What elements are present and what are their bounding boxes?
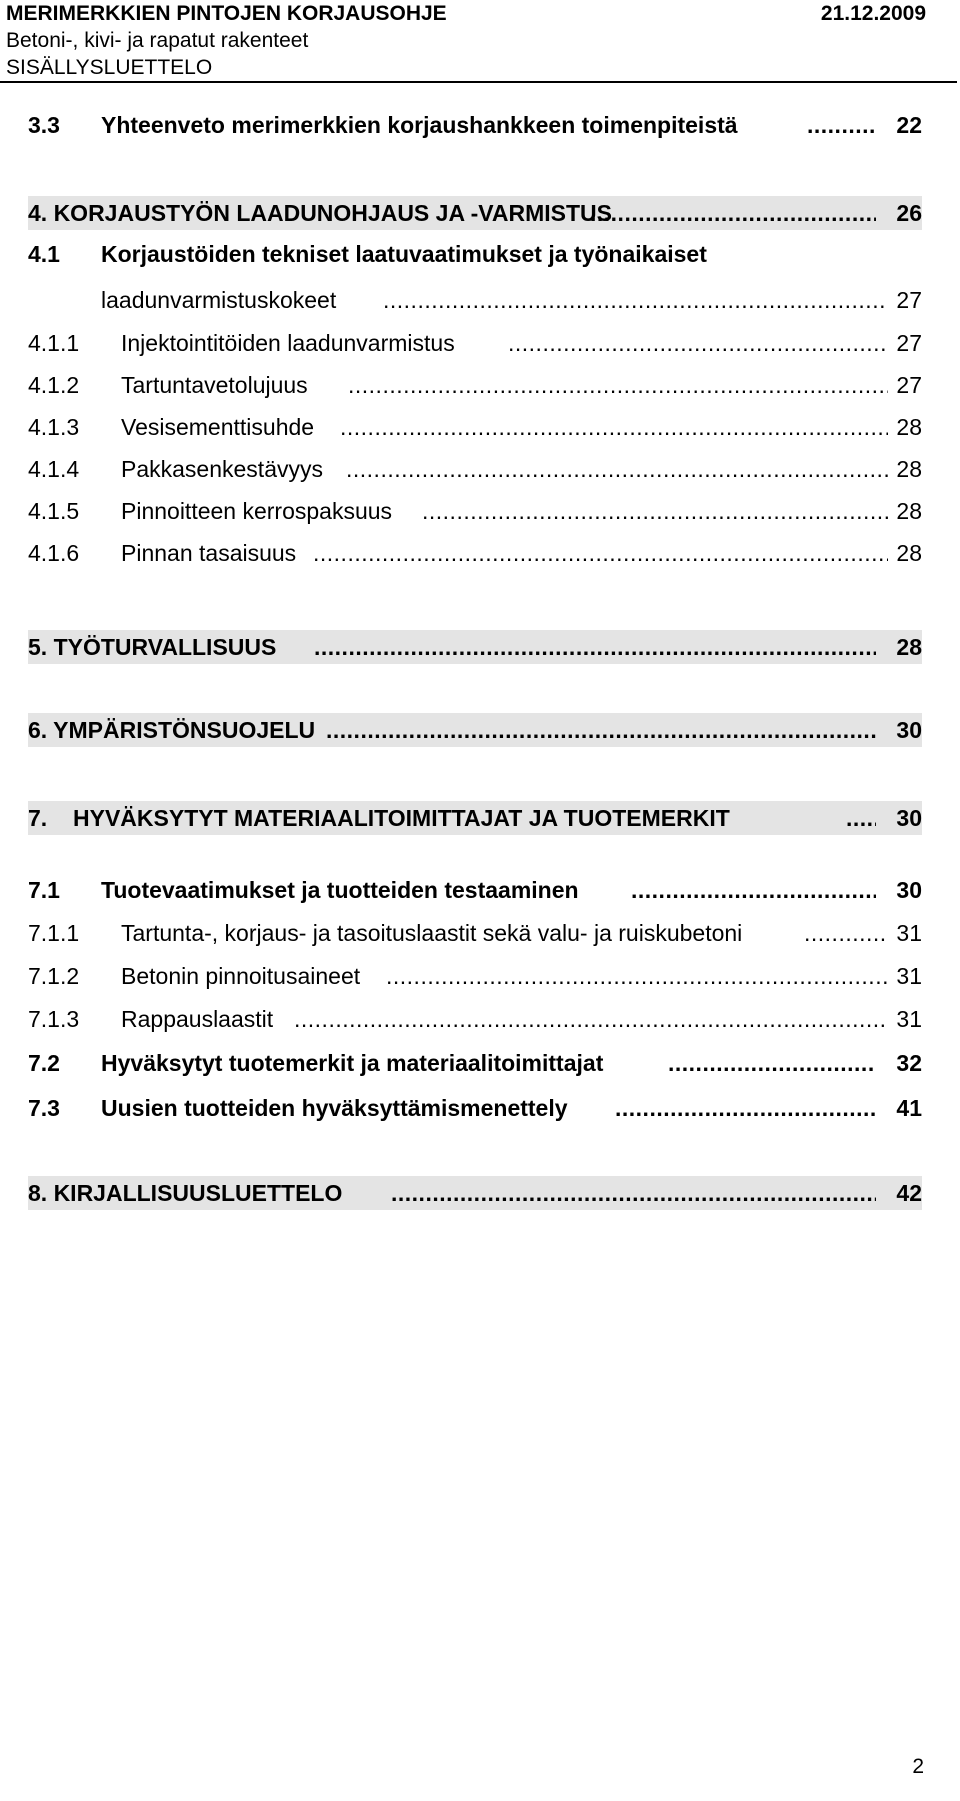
toc-leader xyxy=(391,1176,876,1210)
toc-entry-4-1-6[interactable] xyxy=(28,536,922,570)
toc-title: Pakkasenkestävyys xyxy=(121,456,323,482)
toc-leader xyxy=(422,494,888,528)
toc-number: 4.1.4 xyxy=(28,456,80,482)
toc-page: 31 xyxy=(896,963,922,989)
header-divider xyxy=(0,81,957,83)
toc-title: Betonin pinnoitusaineet xyxy=(121,963,361,989)
toc-entry-7-1-1[interactable] xyxy=(28,916,922,950)
toc-number: 7.1 xyxy=(28,877,60,903)
toc-title: Hyväksytyt tuotemerkit ja materiaalitoimittajat xyxy=(101,1050,604,1076)
toc-title: HYVÄKSYTYT MATERIAALITOIMITTAJAT JA TUOTEMERKIT xyxy=(73,805,730,831)
toc-entry-7[interactable] xyxy=(28,801,922,835)
toc-number: 4.1.5 xyxy=(28,498,80,524)
toc-title: Tartuntavetolujuus xyxy=(121,372,308,398)
toc-number: 8. KIRJALLISUUSLUETTELO xyxy=(28,1180,343,1206)
document-date: 21.12.2009 xyxy=(820,2,926,25)
toc-number: 7.1.2 xyxy=(28,963,80,989)
toc-entry-4-1-3[interactable] xyxy=(28,410,922,444)
toc-entry-6[interactable] xyxy=(28,713,922,747)
toc-title: Pinnoitteen kerrospaksuus xyxy=(121,498,393,524)
toc-title: Rappauslaastit xyxy=(121,1006,274,1032)
toc-page: 28 xyxy=(896,630,922,664)
toc-title: Tuotevaatimukset ja tuotteiden testaaminen xyxy=(101,877,579,903)
toc-title: Uusien tuotteiden hyväksyttämismenettely xyxy=(101,1095,568,1121)
toc-leader xyxy=(326,713,876,747)
toc-page: 28 xyxy=(896,414,922,440)
toc-page: 32 xyxy=(896,1050,922,1076)
toc-title: Korjaustöiden tekniset laatuvaatimukset ja työnaikaiset xyxy=(101,241,707,267)
toc-number: 3.3 xyxy=(28,112,60,138)
toc-entry-7-2[interactable] xyxy=(28,1046,922,1080)
toc-number: 4.1.2 xyxy=(28,372,80,398)
toc-page: 28 xyxy=(896,540,922,566)
toc-entry-4-1-5[interactable] xyxy=(28,494,922,528)
toc-entry-4-1[interactable] xyxy=(28,237,922,271)
toc-entry-4-1-continued[interactable] xyxy=(28,283,922,317)
toc-leader xyxy=(294,1002,888,1036)
toc-entry-4-1-1[interactable] xyxy=(28,326,922,360)
toc-number: 4.1.3 xyxy=(28,414,80,440)
toc-entry-4-1-2[interactable] xyxy=(28,368,922,402)
toc-page: 27 xyxy=(896,372,922,398)
toc-page: 27 xyxy=(896,287,922,313)
page-header xyxy=(6,0,956,81)
toc-leader xyxy=(386,959,888,993)
toc-leader xyxy=(846,801,876,835)
toc-entry-4-1-4[interactable] xyxy=(28,452,922,486)
toc-page: 42 xyxy=(896,1176,922,1210)
toc-leader xyxy=(346,452,888,486)
section-title: SISÄLLYSLUETTELO xyxy=(6,56,213,79)
toc-leader xyxy=(615,1091,876,1125)
toc-leader xyxy=(807,108,876,142)
toc-entry-7-3[interactable] xyxy=(28,1091,922,1125)
toc-title: Injektointitöiden laadunvarmistus xyxy=(121,330,455,356)
toc-entry-7-1-2[interactable] xyxy=(28,959,922,993)
toc-number: 7. xyxy=(28,805,48,831)
toc-number: 7.3 xyxy=(28,1095,60,1121)
toc-title: Tartunta-, korjaus- ja tasoituslaastit sekä valu- ja ruiskubetoni xyxy=(121,920,743,946)
document-subtitle: Betoni-, kivi- ja rapatut rakenteet xyxy=(6,29,309,52)
toc-leader xyxy=(668,1046,876,1080)
toc-page: 30 xyxy=(896,801,922,835)
toc-leader xyxy=(340,410,888,444)
toc-number: 4.1.1 xyxy=(28,330,80,356)
toc-leader xyxy=(631,873,876,907)
toc-page: 41 xyxy=(896,1095,922,1121)
toc-number: 7.2 xyxy=(28,1050,60,1076)
toc-page: 30 xyxy=(896,713,922,747)
toc-page: 30 xyxy=(896,877,922,903)
header-row xyxy=(6,0,956,27)
toc-page: 31 xyxy=(896,920,922,946)
toc-page: 22 xyxy=(896,112,922,138)
toc-title-continued: laadunvarmistuskokeet xyxy=(101,287,337,313)
toc-entry-7-1-3[interactable] xyxy=(28,1002,922,1036)
toc-entry-8[interactable] xyxy=(28,1176,922,1210)
toc-leader xyxy=(804,916,888,950)
toc-page: 27 xyxy=(896,330,922,356)
document-title: MERIMERKKIEN PINTOJEN KORJAUSOHJE xyxy=(6,2,447,25)
toc-number: 5. TYÖTURVALLISUUS xyxy=(28,634,277,660)
toc-number: 4. KORJAUSTYÖN LAADUNOHJAUS JA -VARMISTUS xyxy=(28,200,612,226)
toc-entry-3-3[interactable] xyxy=(28,108,922,142)
toc-title: Pinnan tasaisuus xyxy=(121,540,297,566)
toc-number: 7.1.3 xyxy=(28,1006,80,1032)
toc-page: 31 xyxy=(896,1006,922,1032)
toc-number: 6. YMPÄRISTÖNSUOJELU xyxy=(28,717,316,743)
toc-leader xyxy=(383,283,888,317)
toc-number: 4.1.6 xyxy=(28,540,80,566)
toc-title: Yhteenveto merimerkkien korjaushankkeen toimenpiteistä xyxy=(101,112,738,138)
toc-leader xyxy=(314,630,876,664)
toc-leader xyxy=(348,368,888,402)
toc-leader xyxy=(313,536,888,570)
toc-number: 7.1.1 xyxy=(28,920,80,946)
toc-title: Vesisementtisuhde xyxy=(121,414,315,440)
toc-page: 28 xyxy=(896,498,922,524)
toc-leader xyxy=(590,196,876,230)
toc-number: 4.1 xyxy=(28,241,60,267)
toc-page: 26 xyxy=(896,196,922,230)
page-number: 2 xyxy=(912,1755,924,1778)
toc-page: 28 xyxy=(896,456,922,482)
toc-leader xyxy=(508,326,888,360)
toc-entry-4[interactable] xyxy=(28,196,922,230)
toc-entry-7-1[interactable] xyxy=(28,873,922,907)
toc-entry-5[interactable] xyxy=(28,630,922,664)
